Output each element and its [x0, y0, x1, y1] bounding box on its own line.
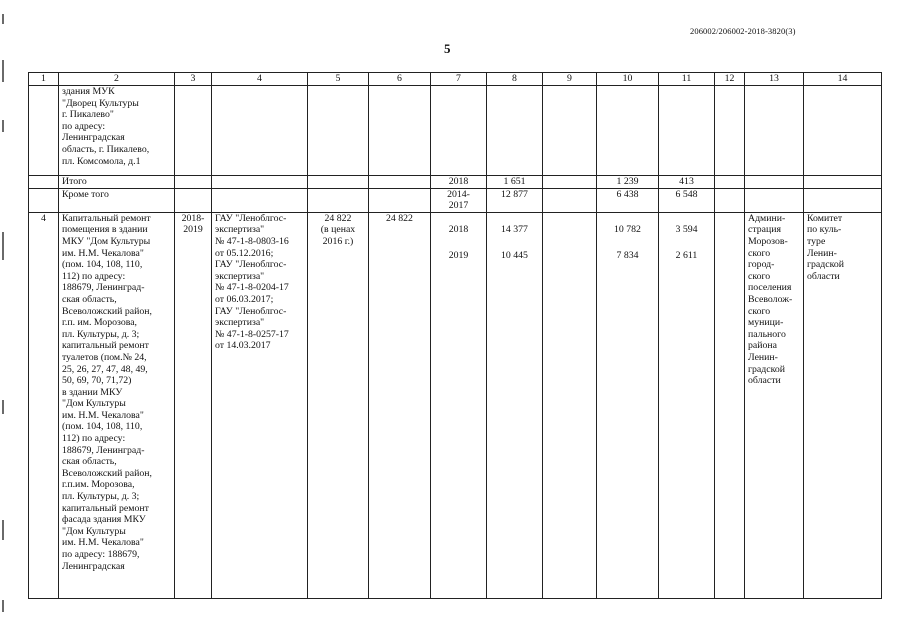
row-label: Кроме того — [59, 188, 175, 212]
amount-cell — [659, 212, 715, 598]
amount-cell: 24 822 — [369, 212, 431, 598]
table-row-besides — [29, 188, 882, 212]
column-header: 8 — [487, 73, 543, 86]
table-row-building-continuation — [29, 86, 882, 176]
amount-cell — [487, 212, 543, 598]
period-cell: 2018- 2019 — [175, 212, 212, 598]
document-id: 206002/206002-2018-3820(3) — [690, 26, 796, 36]
amount-2018: 3 594 — [675, 224, 698, 236]
year-cell — [431, 212, 487, 598]
amount-2019: 2 611 — [675, 249, 698, 261]
amount-2019: 10 445 — [501, 249, 528, 261]
amount-cell: 413 — [659, 176, 715, 189]
amount-cell: 12 877 — [487, 188, 543, 212]
object-description: Капитальный ремонт помещения в здании МКУ "Дом Культуры им. Н.М. Чекалова" (пом. 104, 108, 110, 112) по адресу: 188679, Ленинград- ская область, Всеволожский район, г.п. им. Морозова, пл. Культуры, д. 3; капитальный ремонт туалетов (пом.№ 24, 25, 26, 27, 47, 48, 49, 50, 69, 70, 71,72) в здании МКУ "Дом Культуры им. Н.М. Чекалова" (пом. 104, 108, 110, 112) по адресу: 188679, Ленинград- ская область, Всеволожский район, г.п.им. Морозова, пл. Культуры, д. 3; капитальный ремонт фасада здания МКУ "Дом Культуры им. Н.М. Чекалова" по адресу: 188679, Ленинградская — [59, 212, 175, 598]
budget-table — [28, 72, 882, 599]
column-header: 7 — [431, 73, 487, 86]
year-cell: 2018 — [431, 176, 487, 189]
year-2019: 2019 — [448, 249, 469, 261]
amount-2019: 7 834 — [616, 249, 639, 261]
amount-2018: 10 782 — [614, 224, 641, 236]
year-2018: 2018 — [448, 224, 469, 236]
item-number: 4 — [29, 212, 59, 598]
recipient-cell: Админи- страция Морозов- ского город- ского поселения Всеволож- ского муници- пального района Ленин- градской области — [745, 212, 804, 598]
year-cell: 2014- 2017 — [431, 188, 487, 212]
table-row-total — [29, 176, 882, 189]
amount-cell: 6 438 — [597, 188, 659, 212]
amount-2018: 14 377 — [501, 224, 528, 236]
amount-cell: 1 651 — [487, 176, 543, 189]
scan-edge-marks — [2, 0, 4, 640]
row-label: Итого — [59, 176, 175, 189]
amount-cell: 6 548 — [659, 188, 715, 212]
object-description: здания МУК "Дворец Культуры г. Пикалево" по адресу: Ленинградская область, г. Пикалево, пл. Комсомола, д.1 — [59, 86, 175, 176]
page-number: 5 — [444, 41, 451, 56]
column-header: 9 — [543, 73, 597, 86]
amount-cell: 1 239 — [597, 176, 659, 189]
column-header: 12 — [715, 73, 745, 86]
expertise-cell: ГАУ "Леноблгос- экспертиза" № 47-1-8-0803-16 от 05.12.2016; ГАУ "Леноблгос- экспертиза" № 47-1-8-0204-17 от 06.03.2017; ГАУ "Леноблгос- экспертиза" № 47-1-8-0257-17 от 14.03.2017 — [212, 212, 308, 598]
column-header: 14 — [804, 73, 882, 86]
table-row-item-4 — [29, 212, 882, 598]
column-header: 10 — [597, 73, 659, 86]
estimated-cost: 24 822 (в ценах 2016 г.) — [308, 212, 369, 598]
column-number-row — [29, 73, 882, 86]
column-header: 1 — [29, 73, 59, 86]
amount-cell — [597, 212, 659, 598]
column-header: 3 — [175, 73, 212, 86]
column-header: 11 — [659, 73, 715, 86]
authority-cell: Комитет по куль- туре Ленин- градской области — [804, 212, 882, 598]
column-header: 2 — [59, 73, 175, 86]
column-header: 4 — [212, 73, 308, 86]
column-header: 13 — [745, 73, 804, 86]
column-header: 6 — [369, 73, 431, 86]
column-header: 5 — [308, 73, 369, 86]
